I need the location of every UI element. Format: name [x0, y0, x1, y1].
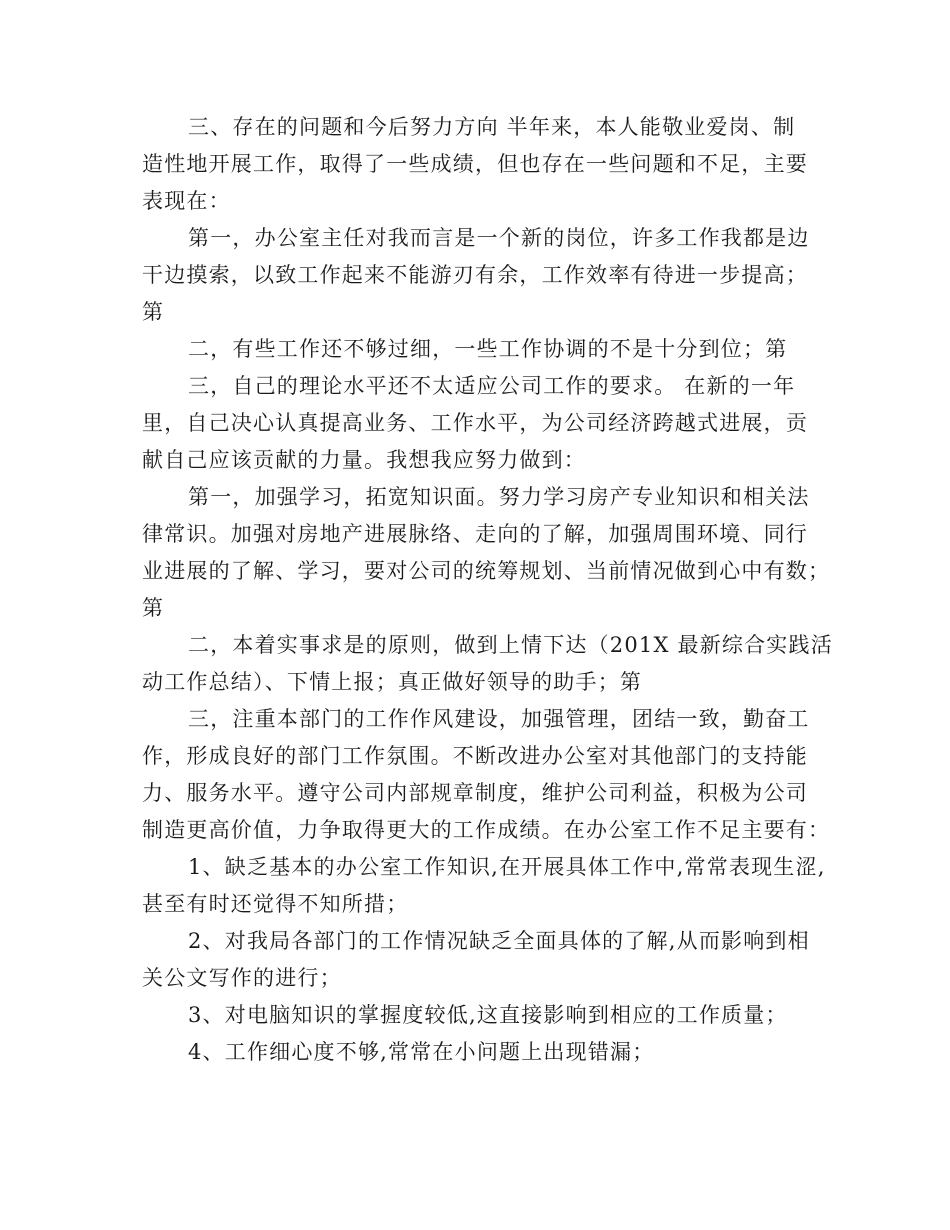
text-line: 作，形成良好的部门工作氛围。不断改进办公室对其他部门的支持能: [142, 744, 808, 768]
text-line: 第一，办公室主任对我而言是一个新的岗位，许多工作我都是边: [188, 226, 810, 250]
text-line: 4、工作细心度不够,常常在小问题上出现错漏；: [188, 1040, 655, 1064]
text-line: 里，自己决心认真提高业务、工作水平，为公司经济跨越式进展，贡: [142, 411, 808, 435]
text-line: 力、服务水平。遵守公司内部规章制度，维护公司利益，积极为公司: [142, 781, 808, 805]
text-line: 1、缺乏基本的办公室工作知识,在开展具体工作中,常常表现生涩,: [188, 855, 826, 879]
text-line: 表现在：: [142, 189, 231, 213]
text-line: 第: [142, 596, 165, 620]
text-line: 干边摸索，以致工作起来不能游刃有余，工作效率有待进一步提高；: [142, 263, 808, 287]
text-line: 业进展的了解、学习，要对公司的统筹规划、当前情况做到心中有数；: [142, 559, 831, 583]
text-line: 第: [142, 300, 165, 324]
text-line: 律常识。加强对房地产进展脉络、走向的了解，加强周围环境、同行: [142, 522, 808, 546]
text-line: 3、对电脑知识的掌握度较低,这直接影响到相应的工作质量；: [188, 1003, 788, 1027]
text-line: 造性地开展工作，取得了一些成绩，但也存在一些问题和不足，主要: [142, 152, 808, 176]
text-line: 献自己应该贡献的力量。我想我应努力做到：: [142, 448, 586, 472]
text-line: 三，注重本部门的工作作风建设，加强管理，团结一致，勤奋工: [188, 707, 810, 731]
text-line: 关公文写作的进行；: [142, 966, 342, 990]
text-line: 甚至有时还觉得不知所措；: [142, 892, 409, 916]
text-line: 二，有些工作还不够过细，一些工作协调的不是十分到位；第: [188, 337, 788, 361]
text-line: 三、存在的问题和今后努力方向 半年来，本人能敬业爱岗、制: [188, 115, 796, 139]
text-line: 二，本着实事求是的原则，做到上情下达（201X 最新综合实践活: [188, 633, 833, 657]
text-line: 三，自己的理论水平还不太适应公司工作的要求。 在新的一年: [188, 374, 796, 398]
text-line: 第一，加强学习，拓宽知识面。努力学习房产专业知识和相关法: [188, 485, 810, 509]
text-line: 制造更高价值，力争取得更大的工作成绩。在办公室工作不足主要有：: [142, 818, 831, 842]
text-line: 动工作总结）、下情上报；真正做好领导的助手；第: [142, 670, 643, 694]
text-line: 2、对我局各部门的工作情况缺乏全面具体的了解,从而影响到相: [188, 929, 810, 953]
